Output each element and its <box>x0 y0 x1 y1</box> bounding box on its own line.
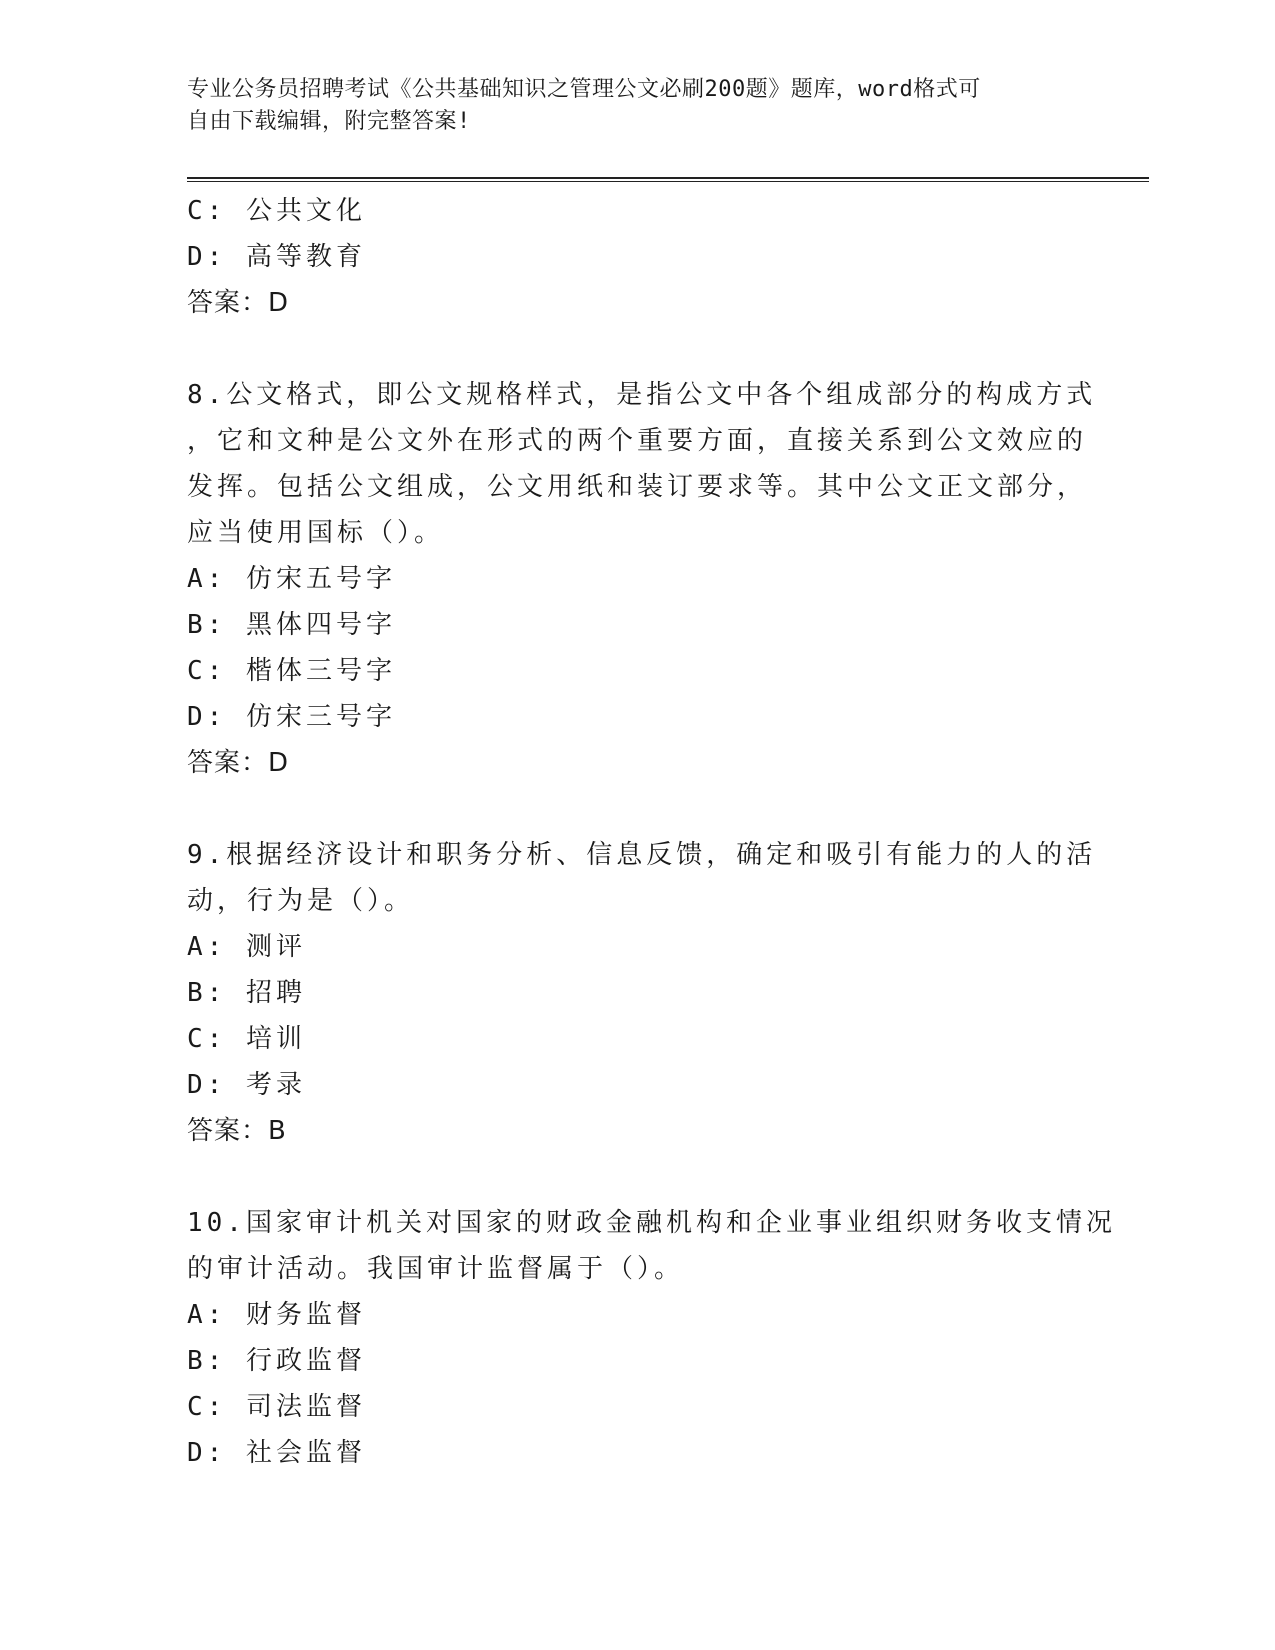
option-a: A: 财务监督 <box>187 1300 366 1330</box>
question-stem-line: ，它和文种是公文外在形式的两个重要方面，直接关系到公文效应的 <box>187 426 1088 456</box>
question-9 <box>187 832 1097 1154</box>
spacer <box>187 786 1087 832</box>
question-stem-line: 的审计活动。我国审计监督属于（）。 <box>187 1254 685 1284</box>
spacer <box>187 1154 1087 1200</box>
question-list <box>187 188 1116 1476</box>
option-d: D: 仿宋三号字 <box>187 702 396 732</box>
option-d: D: 社会监督 <box>187 1438 366 1468</box>
page-header <box>187 74 1067 138</box>
option-c: C: 公共文化 <box>187 196 366 226</box>
option-c: C: 培训 <box>187 1024 306 1054</box>
answer: 答案：D <box>187 748 290 778</box>
question-stem-line: 应当使用国标（）。 <box>187 518 445 548</box>
option-d: D: 考录 <box>187 1070 306 1100</box>
header-line-1: 专业公务员招聘考试《公共基础知识之管理公文必刷200题》题库，word格式可 <box>187 77 981 102</box>
option-b: B: 招聘 <box>187 978 306 1008</box>
option-d: D: 高等教育 <box>187 242 366 272</box>
option-b: B: 黑体四号字 <box>187 610 396 640</box>
question-stem-line: 10.国家审计机关对国家的财政金融机构和企业事业组织财务收支情况 <box>187 1208 1116 1238</box>
answer: 答案：D <box>187 288 290 318</box>
question-stem-line: 9.根据经济设计和职务分析、信息反馈，确定和吸引有能力的人的活 <box>187 840 1097 870</box>
option-c: C: 楷体三号字 <box>187 656 396 686</box>
question-8 <box>187 372 1097 786</box>
question-10 <box>187 1200 1116 1476</box>
header-divider <box>187 177 1149 182</box>
spacer <box>187 326 1087 372</box>
header-line-2: 自由下载编辑，附完整答案! <box>187 109 471 134</box>
question-stem-line: 发挥。包括公文组成，公文用纸和装订要求等。其中公文正文部分， <box>187 472 1088 502</box>
option-a: A: 仿宋五号字 <box>187 564 396 594</box>
option-c: C: 司法监督 <box>187 1392 366 1422</box>
option-a: A: 测评 <box>187 932 306 962</box>
question-7-tail <box>187 188 1087 326</box>
question-stem-line: 动，行为是（）。 <box>187 886 415 916</box>
option-b: B: 行政监督 <box>187 1346 366 1376</box>
question-stem-line: 8.公文格式，即公文规格样式，是指公文中各个组成部分的构成方式 <box>187 380 1097 410</box>
answer: 答案：B <box>187 1116 287 1146</box>
